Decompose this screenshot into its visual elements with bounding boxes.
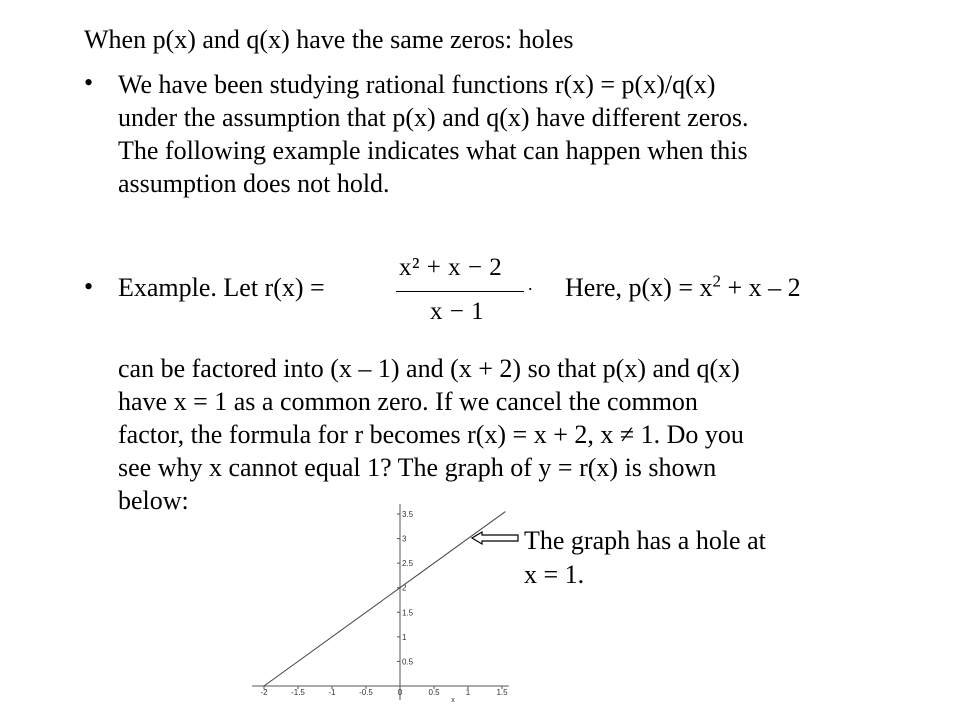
text-line: The following example indicates what can happen when this	[118, 136, 748, 165]
fraction-expression	[396, 254, 532, 332]
graph-callout	[524, 524, 766, 592]
bullet-marker: •	[84, 68, 94, 97]
p-definition	[565, 272, 801, 304]
x-tick-label: -1	[328, 688, 336, 697]
y-tick-label: 1	[402, 632, 407, 642]
callout-line: x = 1.	[524, 560, 585, 589]
p-definition-suffix: + x – 2	[721, 273, 801, 302]
text-line: can be factored into (x – 1) and (x + 2) so that p(x) and q(x)	[118, 354, 740, 383]
y-tick-label: 2.5	[402, 559, 414, 569]
bullet-paragraph-example	[118, 352, 744, 517]
text-line: factor, the formula for r becomes r(x) = x + 2, x ≠ 1. Do you	[118, 420, 744, 449]
x-tick-label: -2	[260, 688, 268, 697]
text-line: below:	[118, 486, 189, 515]
x-axis-label: x	[451, 697, 455, 702]
x-tick-label: 0.5	[428, 688, 440, 697]
series-line	[264, 539, 468, 686]
callout-arrow-icon	[470, 530, 520, 546]
bullet-marker: •	[84, 272, 94, 301]
text-line: We have been studying rational functions r(x) = p(x)/q(x)	[118, 70, 716, 99]
text-line: see why x cannot equal 1? The graph of y = r(x) is shown	[118, 453, 717, 482]
p-definition-prefix: Here, p(x) = x	[565, 273, 713, 302]
y-tick-label: 0.5	[402, 657, 414, 667]
y-tick-label: 1.5	[402, 608, 414, 618]
fraction-denominator: x − 1	[430, 298, 485, 325]
x-tick-label: -1.5	[291, 688, 305, 697]
fraction-trailing: .	[528, 274, 533, 294]
example-lead: Example. Let r(x) =	[118, 273, 325, 302]
x-tick-label: 1	[465, 688, 471, 697]
callout-line: The graph has a hole at	[524, 526, 766, 555]
x-tick-label: 1.5	[496, 688, 508, 697]
slide-title: When p(x) and q(x) have the same zeros: holes	[84, 25, 574, 54]
fraction-bar	[396, 291, 524, 292]
text-line: assumption does not hold.	[118, 169, 390, 198]
exponent: 2	[712, 271, 721, 291]
text-line: under the assumption that p(x) and q(x) have different zeros.	[118, 103, 749, 132]
bullet-paragraph-intro	[118, 68, 749, 200]
x-tick-label: 0	[397, 688, 403, 697]
x-tick-label: -0.5	[359, 688, 373, 697]
fraction-numerator: x² + x − 2	[399, 254, 503, 281]
y-tick-label: 3	[402, 534, 407, 544]
text-line: have x = 1 as a common zero. If we cancel the common	[118, 387, 698, 416]
y-tick-label: 3.5	[402, 510, 414, 519]
y-tick-label: 2	[402, 583, 407, 593]
